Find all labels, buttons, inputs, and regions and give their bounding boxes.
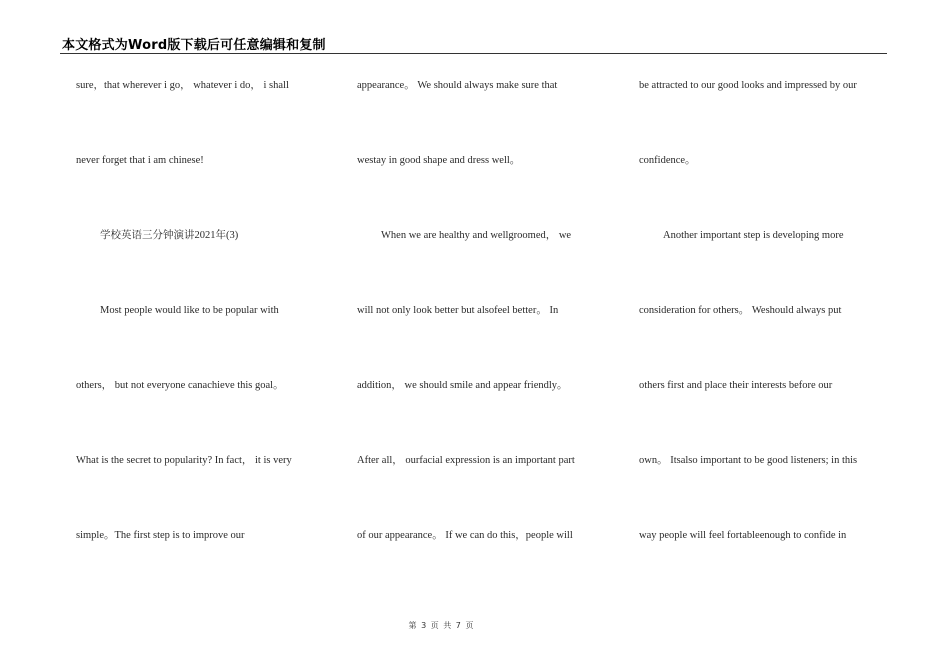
text-line: of our appearance。 If we can do this，people will xyxy=(357,530,573,541)
text-line: confidence。 xyxy=(639,155,696,166)
text-line: westay in good shape and dress well。 xyxy=(357,155,521,166)
section-heading: 学校英语三分钟演讲2021年(3) xyxy=(100,230,239,241)
text-line: way people will feel fortableenough to confide in xyxy=(639,530,847,541)
text-line: will not only look better but alsofeel better。 In xyxy=(357,305,559,316)
text-line: never forget that i am chinese! xyxy=(76,155,204,166)
text-line: addition， we should smile and appear friendly。 xyxy=(357,380,568,391)
text-line: appearance。 We should always make sure that xyxy=(357,80,558,91)
text-line: Another important step is developing more xyxy=(663,230,844,241)
text-line: others， but not everyone canachieve this goal。 xyxy=(76,380,284,391)
text-line: be attracted to our good looks and impressed by our xyxy=(639,80,857,91)
text-line: others first and place their interests before our xyxy=(639,380,833,391)
text-line: Most people would like to be popular with xyxy=(100,305,279,316)
text-line: What is the secret to popularity? In fact， it is very xyxy=(76,455,292,466)
page-number-footer: 第 3 页 共 7 页 xyxy=(408,621,475,630)
text-line: When we are healthy and wellgroomed， we xyxy=(381,230,572,241)
text-line: After all， ourfacial expression is an important part xyxy=(357,455,575,466)
text-line: sure，that wherever i go， whatever i do， i shall xyxy=(76,80,289,91)
header-divider xyxy=(60,53,887,54)
text-line: own。 Itsalso important to be good listeners; in this xyxy=(639,455,858,466)
document-header-title: 本文格式为Word版下载后可任意编辑和复制 xyxy=(62,38,326,53)
text-line: simple。The first step is to improve our xyxy=(76,530,245,541)
text-line: consideration for others。 Weshould always put xyxy=(639,305,842,316)
